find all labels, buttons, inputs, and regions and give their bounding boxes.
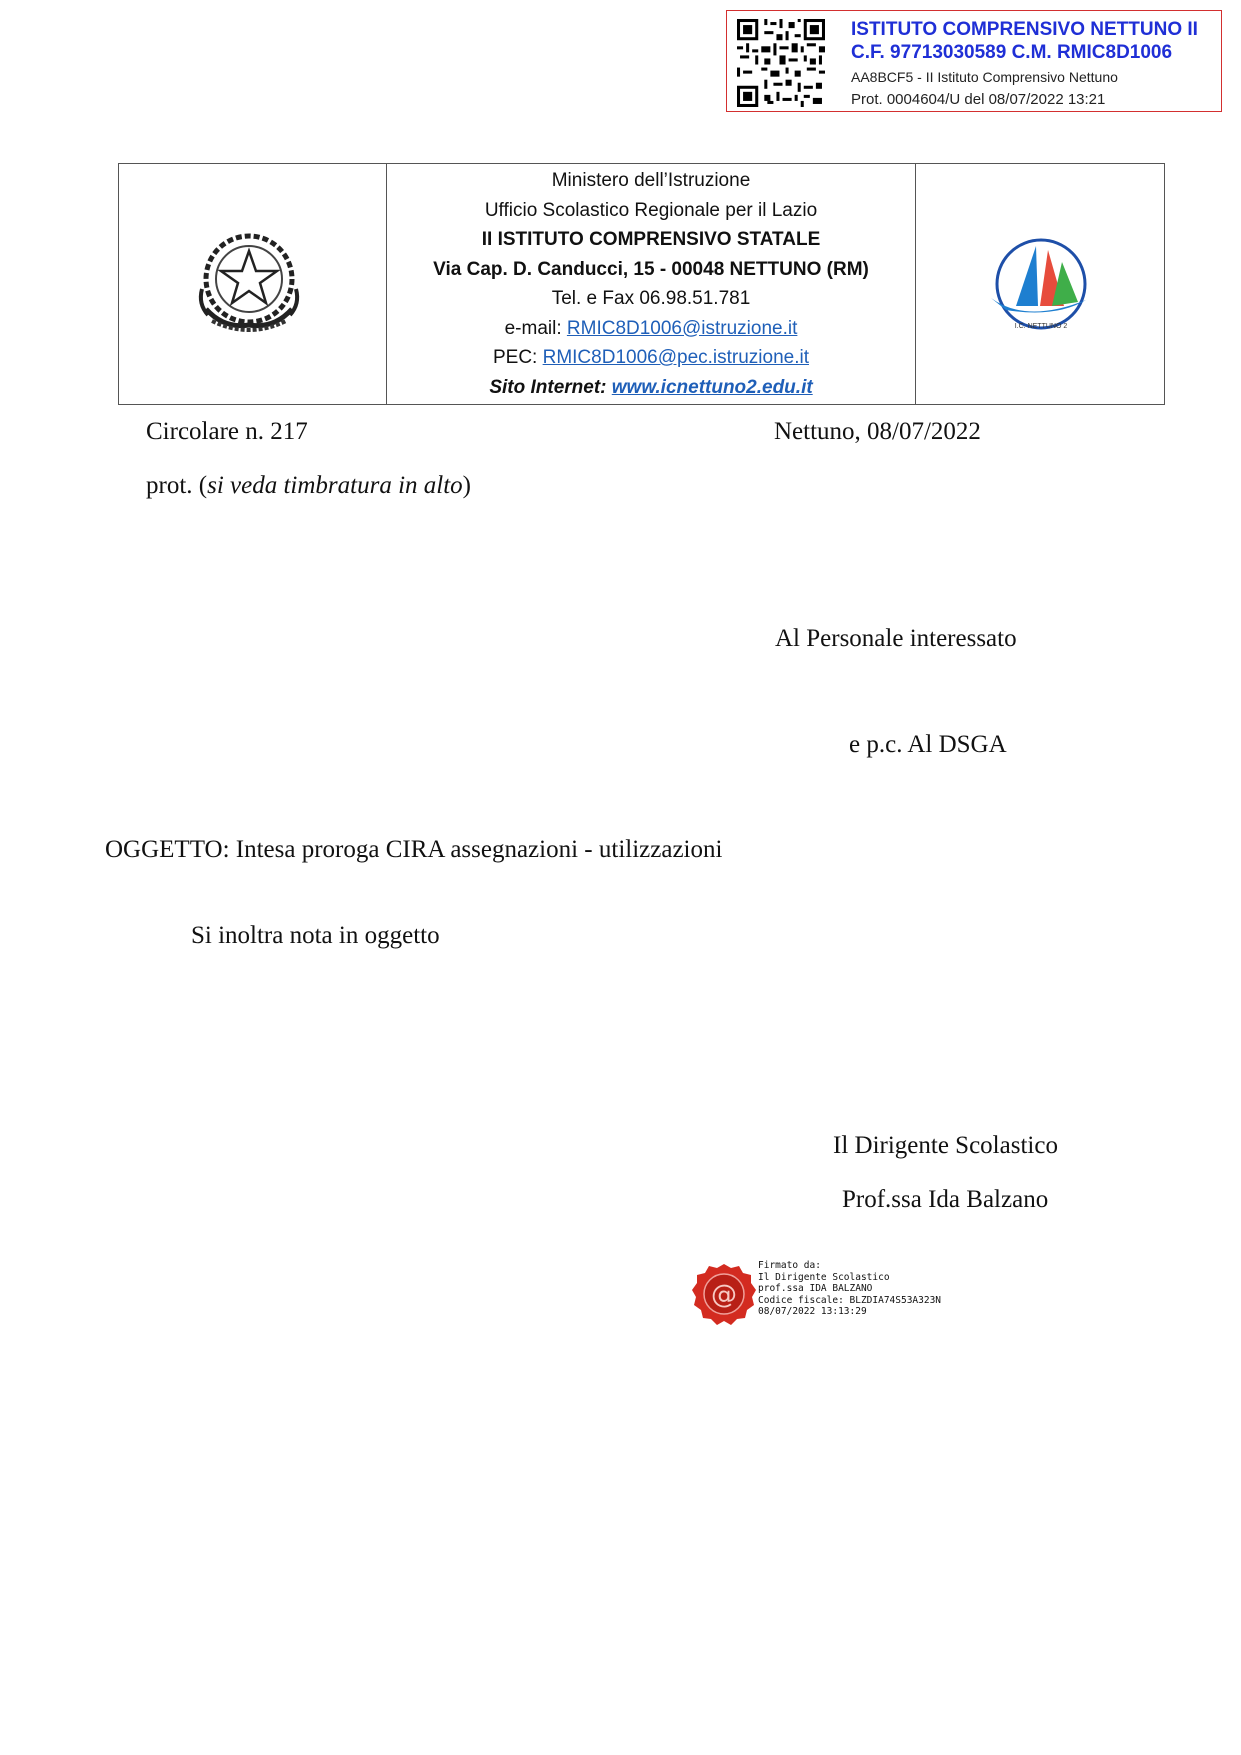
regional-office: Ufficio Scolastico Regionale per il Lazio	[484, 199, 818, 221]
email-link[interactable]: RMIC8D1006@istruzione.it	[566, 317, 798, 339]
body-text: Si inoltra nota in oggetto	[191, 922, 440, 949]
school-logo-text: I.C. NETTUNO 2	[1014, 323, 1068, 330]
stamp-protocol-number: Prot. 0004604/U del 08/07/2022 13:21	[851, 91, 1106, 108]
letterhead-logo-cell	[916, 164, 1164, 404]
website-line	[387, 373, 915, 403]
signer-name: Prof.ssa Ida Balzano	[842, 1186, 1049, 1213]
letterhead-table	[118, 163, 1165, 405]
circular-number: Circolare n. 217	[146, 418, 308, 445]
protocol-note: si veda timbratura in alto	[207, 472, 463, 499]
digital-signature-info	[758, 1260, 941, 1318]
protocol-prefix: prot. (	[146, 472, 208, 499]
recipient-primary: Al Personale interessato	[775, 625, 1017, 652]
signature-line-3: prof.ssa IDA BALZANO	[758, 1283, 873, 1295]
recipient-cc: e p.c. Al DSGA	[849, 731, 1007, 758]
signature-line-1: Firmato da:	[758, 1260, 821, 1271]
pec-label: PEC:	[492, 347, 543, 368]
svg-text:@: @	[711, 1280, 737, 1310]
pec-line	[387, 343, 915, 373]
signature-line-4: Codice fiscale: BLZDIA74S53A323N	[758, 1294, 942, 1306]
institute-address: Via Cap. D. Canducci, 15 - 00048 NETTUNO (RM)	[433, 258, 869, 280]
website-link[interactable]: www.icnettuno2.edu.it	[611, 376, 813, 398]
email-label: e-mail:	[504, 317, 567, 339]
protocol-suffix: )	[462, 472, 471, 499]
letterhead-info-cell	[387, 164, 916, 404]
pec-link[interactable]: RMIC8D1006@pec.istruzione.it	[542, 347, 810, 368]
protocol-stamp	[726, 10, 1222, 112]
ministry-name: Ministero dell’Istruzione	[551, 170, 751, 191]
stamp-registry: AA8BCF5 - II Istituto Comprensivo Nettuno	[851, 69, 1118, 85]
protocol-reference	[146, 472, 471, 500]
signer-title: Il Dirigente Scolastico	[833, 1132, 1058, 1159]
stamp-fiscal-code: C.F. 97713030589 C.M. RMIC8D1006	[851, 42, 1173, 63]
institute-name: II ISTITUTO COMPRENSIVO STATALE	[481, 229, 821, 250]
signature-line-5: 08/07/2022 13:13:29	[758, 1306, 867, 1318]
italian-republic-emblem-icon	[194, 229, 304, 341]
school-logo-icon	[986, 236, 1091, 336]
institute-phone: Tel. e Fax 06.98.51.781	[551, 288, 751, 309]
stamp-institute-name: ISTITUTO COMPRENSIVO NETTUNO II	[851, 19, 1198, 40]
website-label: Sito Internet:	[489, 376, 612, 398]
qr-code-icon	[737, 19, 825, 107]
subject-line: OGGETTO: Intesa proroga CIRA assegnazioni - utilizzazioni	[105, 836, 723, 863]
email-line	[387, 314, 915, 344]
wax-seal-icon	[691, 1262, 757, 1326]
letterhead-emblem-cell	[119, 164, 387, 404]
document-date: Nettuno, 08/07/2022	[774, 418, 981, 445]
signature-line-2: Il Dirigente Scolastico	[758, 1271, 890, 1283]
